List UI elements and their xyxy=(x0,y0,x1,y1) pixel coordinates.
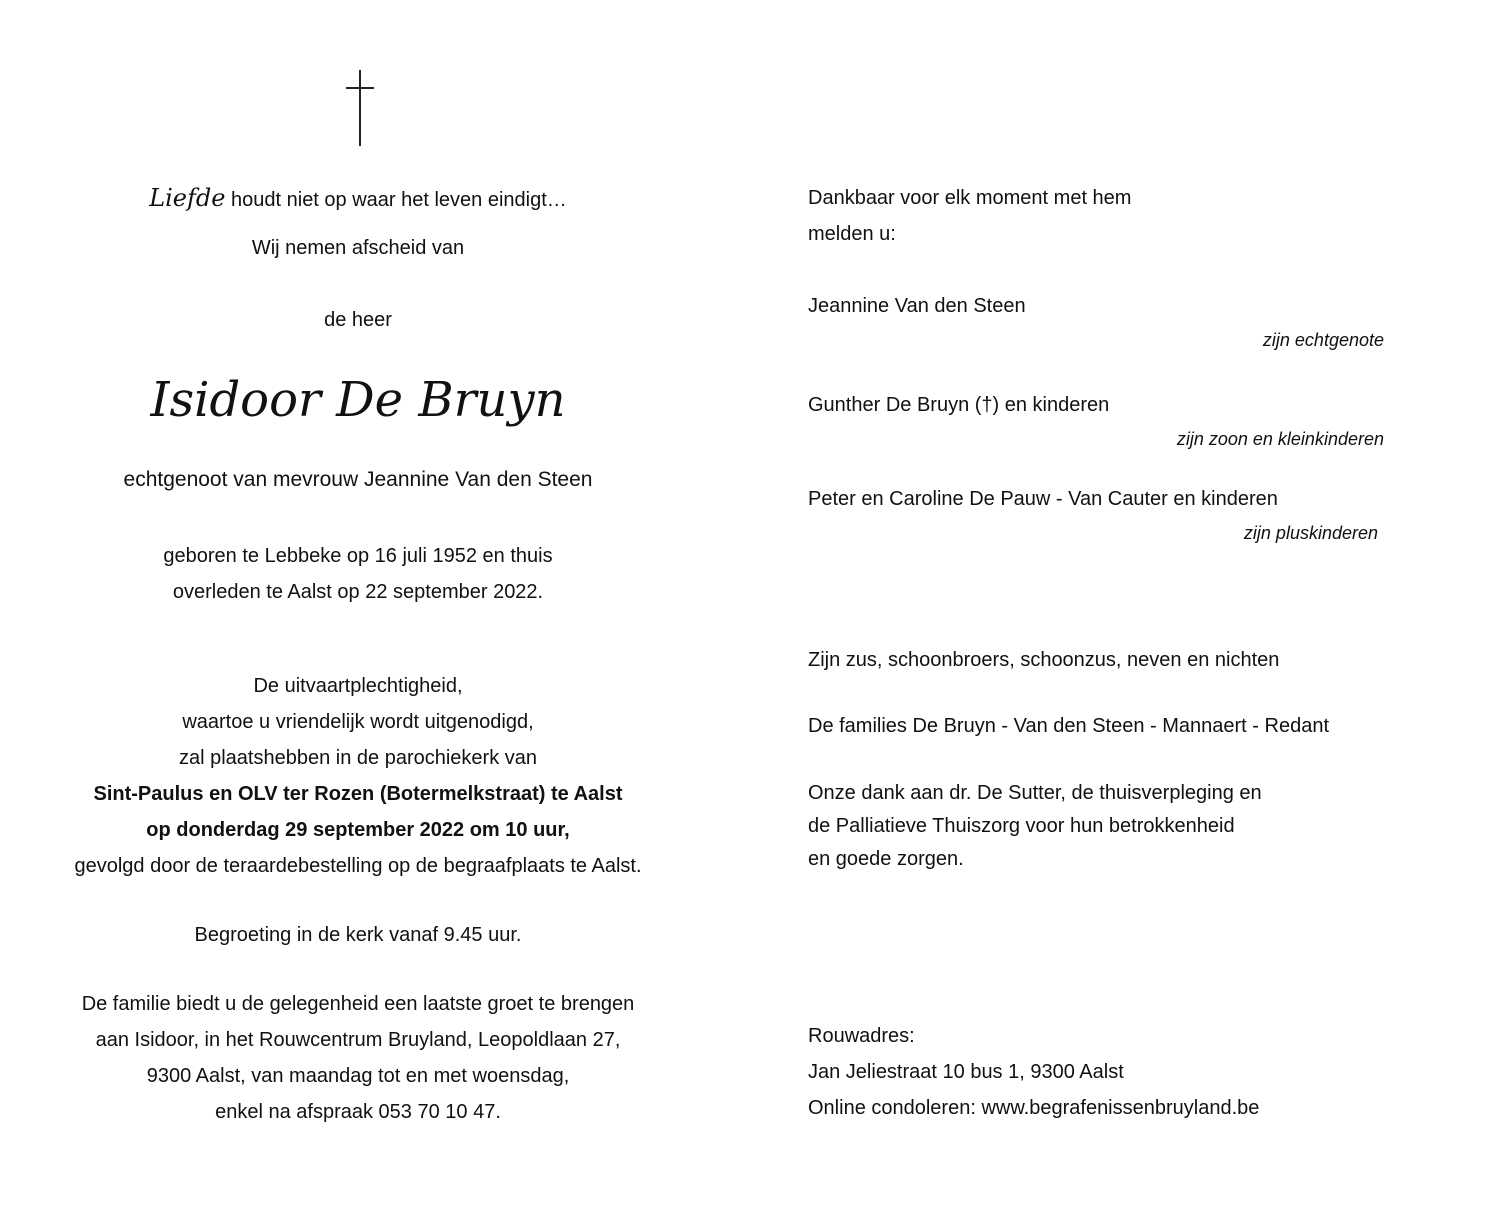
visit-line: aan Isidoor, in het Rouwcentrum Bruyland, Leopoldlaan 27, xyxy=(95,1029,621,1051)
deceased-name: Isidoor De Bruyn xyxy=(150,372,566,428)
ceremony-line: De uitvaartplechtigheid, xyxy=(253,675,463,697)
relatives-text: Zijn zus, schoonbroers, schoonzus, neven en nichten xyxy=(808,649,1280,671)
thanks-line: Dankbaar voor elk moment met hem xyxy=(808,187,1132,209)
church-text: Sint-Paulus en OLV ter Rozen (Botermelkstraat) te Aalst xyxy=(93,783,623,805)
visit-line: enkel na afspraak 053 70 10 47. xyxy=(215,1101,501,1123)
families-text: De families De Bruyn - Van den Steen - Mannaert - Redant xyxy=(808,715,1329,737)
visit-line: De familie biedt u de gelegenheid een laatste groet te brengen xyxy=(81,993,635,1015)
address-text: Jan Jeliestraat 10 bus 1, 9300 Aalst xyxy=(808,1061,1124,1083)
burial-text: gevolgd door de teraardebestelling op de begraafplaats te Aalst. xyxy=(74,855,642,877)
gratitude-line: Onze dank aan dr. De Sutter, de thuisverpleging en xyxy=(808,782,1262,804)
greeting-text: Begroeting in de kerk vanaf 9.45 uur. xyxy=(194,924,522,946)
thanks-line: melden u: xyxy=(808,223,896,245)
died-text: overleden te Aalst op 22 september 2022. xyxy=(172,581,544,603)
online-condolence-text: Online condoleren: www.begrafenissenbruyland.be xyxy=(808,1097,1260,1119)
family-member-name: Peter en Caroline De Pauw - Van Cauter en kinderen xyxy=(808,488,1278,510)
ceremony-line: zal plaatshebben in de parochiekerk van xyxy=(178,747,538,769)
intro-line xyxy=(68,186,648,212)
farewell-text: Wij nemen afscheid van xyxy=(251,237,465,259)
ceremony-line: waartoe u vriendelijk wordt uitgenodigd, xyxy=(182,711,534,733)
address-label: Rouwadres: xyxy=(808,1025,915,1047)
intro-rest: houdt niet op waar het leven eindigt… xyxy=(231,189,567,211)
born-text: geboren te Lebbeke op 16 juli 1952 en thuis xyxy=(163,545,553,567)
family-member-relation: zijn pluskinderen xyxy=(1243,523,1378,543)
title-text: de heer xyxy=(324,309,392,331)
family-member-name: Jeannine Van den Steen xyxy=(808,295,1026,317)
family-member-relation: zijn zoon en kleinkinderen xyxy=(1176,429,1384,449)
spouse-text: echtgenoot van mevrouw Jeannine Van den Steen xyxy=(123,468,593,491)
family-member-name: Gunther De Bruyn (†) en kinderen xyxy=(808,394,1110,416)
cross-icon xyxy=(346,70,374,146)
family-member-relation: zijn echtgenote xyxy=(1262,330,1384,350)
visit-line: 9300 Aalst, van maandag tot en met woensdag, xyxy=(146,1065,570,1087)
intro-script: Liefde xyxy=(149,184,226,212)
gratitude-line: de Palliatieve Thuiszorg voor hun betrokkenheid xyxy=(808,815,1235,837)
date-time-text: op donderdag 29 september 2022 om 10 uur, xyxy=(146,819,570,841)
gratitude-line: en goede zorgen. xyxy=(808,848,964,870)
